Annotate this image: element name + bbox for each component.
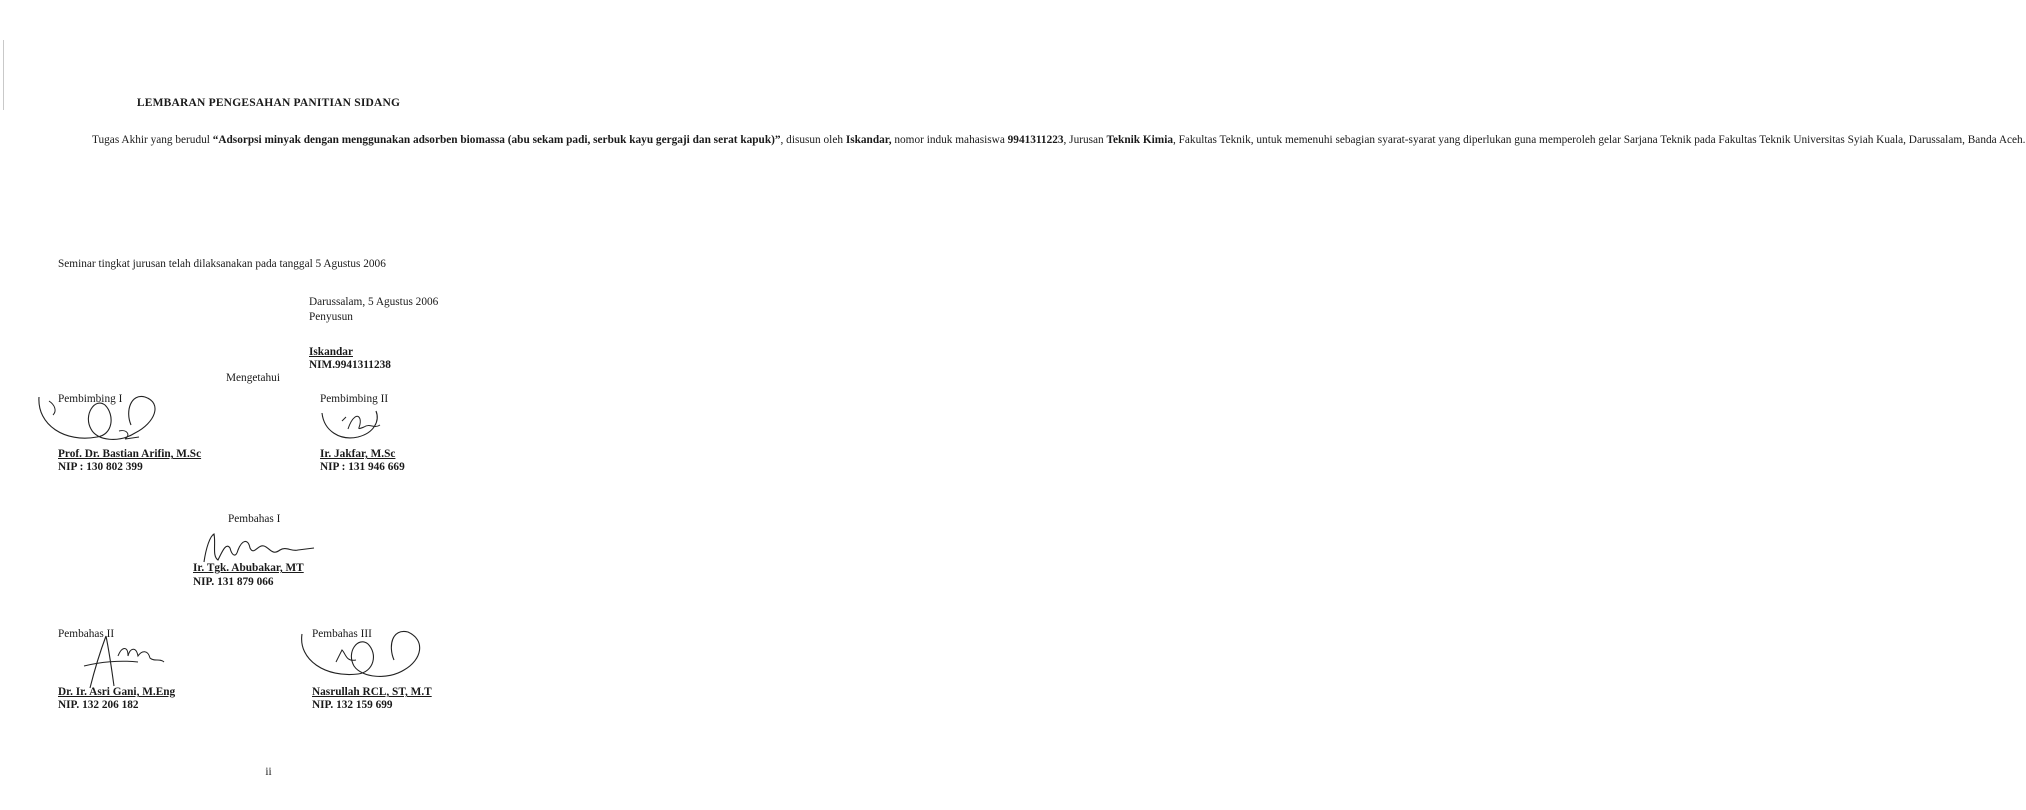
place-date: Darussalam, 5 Agustus 2006 bbox=[309, 296, 439, 308]
author-name: Iskandar bbox=[309, 346, 353, 358]
text-nim: nomor induk mahasiswa bbox=[891, 134, 1008, 146]
examiner3-name: Nasrullah RCL, ST, M.T bbox=[312, 686, 432, 698]
text-department: , Jurusan bbox=[1063, 134, 1107, 146]
advisor1-nip: NIP : 130 802 399 bbox=[58, 461, 143, 473]
examiner1-name: Ir. Tgk. Abubakar, MT bbox=[193, 562, 304, 574]
thesis-title: “Adsorpsi minyak dengan menggunakan adsorben biomassa (abu sekam padi, serbuk kayu gergaji dan serat kapuk)” bbox=[212, 134, 781, 146]
approval-text bbox=[58, 130, 2026, 152]
examiner3-nip: NIP. 132 159 699 bbox=[312, 699, 393, 711]
student-nim: 9941311223 bbox=[1007, 134, 1064, 146]
advisor1-role: Pembimbing I bbox=[58, 393, 123, 405]
examiner3-role: Pembahas III bbox=[312, 628, 372, 640]
advisor2-role: Pembimbing II bbox=[320, 393, 389, 405]
text-intro: Tugas Akhir yang berudul bbox=[92, 134, 213, 146]
examiner2-role: Pembahas II bbox=[58, 628, 115, 640]
advisor1-name: Prof. Dr. Bastian Arifin, M.Sc bbox=[58, 448, 202, 460]
approval-paragraph bbox=[58, 130, 2026, 152]
student-name: Iskandar, bbox=[845, 134, 892, 146]
seminar-line: Seminar tingkat jurusan telah dilaksanakan pada tanggal 5 Agustus 2006 bbox=[58, 258, 386, 270]
examiner2-nip: NIP. 132 206 182 bbox=[58, 699, 139, 711]
advisor2-nip: NIP : 131 946 669 bbox=[320, 461, 405, 473]
text-purpose: , Fakultas Teknik, untuk memenuhi sebagian syarat-syarat yang diperlukan guna memperoleh gelar Sarjana Teknik pada Fakultas Teknik Universitas Syiah Kuala, Darussalam, Banda Aceh. bbox=[1172, 134, 2026, 146]
page-title: LEMBARAN PENGESAHAN PANITIAN SIDANG bbox=[136, 97, 401, 109]
author-role: Penyusun bbox=[309, 311, 353, 323]
page-number: ii bbox=[265, 766, 272, 778]
examiner1-nip: NIP. 131 879 066 bbox=[193, 576, 274, 588]
examiner1-role: Pembahas I bbox=[228, 513, 281, 525]
text-by: , disusun oleh bbox=[780, 134, 846, 146]
advisor2-name: Ir. Jakfar, M.Sc bbox=[320, 448, 396, 460]
author-nim: NIM.9941311238 bbox=[309, 359, 391, 371]
department-name: Teknik Kimia bbox=[1106, 134, 1173, 146]
examiner2-name: Dr. Ir. Asri Gani, M.Eng bbox=[58, 686, 176, 698]
knowing-label: Mengetahui bbox=[226, 372, 280, 384]
